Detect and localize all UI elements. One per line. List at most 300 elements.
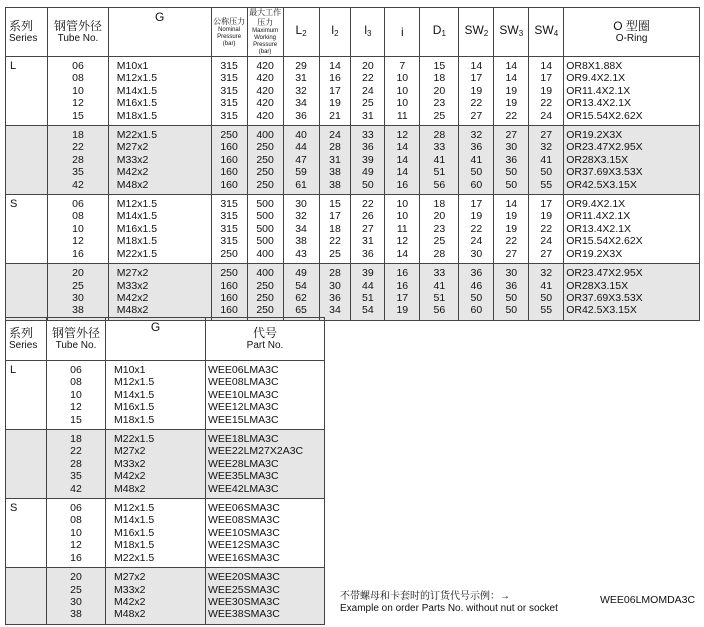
SW4-value: 55 — [540, 178, 553, 191]
tube-value: 06 — [72, 198, 84, 211]
SW4-value: 22 — [540, 222, 553, 235]
i-value: 11 — [396, 109, 408, 122]
header-oring: O 型圈 O-Ring — [564, 8, 700, 57]
D1-value: 20 — [433, 210, 446, 223]
header-l3: $l_3$ — [351, 8, 385, 57]
oring-cell — [564, 195, 700, 264]
tube-value: 20 — [72, 267, 84, 280]
l3-cell — [351, 195, 385, 264]
SW4-value: 32 — [540, 267, 553, 280]
tube-value: 08 — [72, 72, 84, 85]
part-no-value: WEE20SMA3C — [208, 571, 280, 584]
max-pressure-value: 250 — [256, 291, 274, 304]
SW4-value: 17 — [540, 72, 553, 85]
SW3-cell — [494, 57, 529, 126]
l2-value: 19 — [329, 97, 341, 110]
D1-value: 56 — [433, 178, 446, 191]
tube-cell — [47, 499, 106, 568]
SW2-value: 50 — [470, 291, 483, 304]
i-value: 16 — [396, 279, 409, 292]
series-cell — [6, 430, 47, 499]
D1-cell — [420, 126, 459, 195]
SW2-value: 41 — [470, 153, 483, 166]
SW3-value: 27 — [505, 247, 518, 260]
tube-value: 30 — [70, 595, 82, 608]
part-no-value: WEE25SMA3C — [208, 583, 280, 596]
l3-value: 49 — [362, 166, 374, 179]
SW2-value: 60 — [470, 304, 483, 317]
l2-value: 16 — [329, 72, 341, 85]
l3-value: 36 — [362, 247, 374, 260]
SW2-value: 46 — [470, 279, 483, 292]
max-pressure-value: 400 — [256, 247, 274, 260]
i-value: 10 — [396, 84, 409, 97]
thread-value: M14x1.5 — [114, 514, 155, 527]
max-pressure-cell — [247, 264, 283, 321]
oring-value: OR37.69X3.53X — [566, 291, 643, 304]
thread-value: M42x2 — [114, 470, 146, 483]
L2-value: 36 — [295, 109, 307, 122]
thread-cell — [108, 264, 211, 321]
l3-value: 31 — [362, 109, 374, 122]
L2-value: 61 — [295, 178, 307, 191]
oring-value: OR42.5X3.15X — [566, 304, 637, 317]
max-pressure-value: 250 — [256, 304, 274, 317]
l3-value: 22 — [362, 72, 374, 85]
SW2-value: 36 — [470, 267, 483, 280]
l2-value: 34 — [329, 304, 341, 317]
SW4-value: 32 — [540, 141, 553, 154]
l3-cell — [351, 57, 385, 126]
l2-value: 21 — [329, 109, 341, 122]
SW2-value: 19 — [470, 210, 483, 223]
i-cell — [385, 57, 420, 126]
SW2-value: 24 — [470, 235, 483, 248]
header-series: 系列 Series — [6, 318, 47, 361]
part-no-cell — [206, 568, 325, 625]
part-no-value: WEE16SMA3C — [208, 551, 280, 564]
l2-value: 30 — [329, 279, 341, 292]
L2-value: 31 — [295, 72, 307, 85]
tube-value: 42 — [70, 482, 82, 495]
series-cell — [6, 126, 48, 195]
oring-cell — [564, 264, 700, 321]
SW4-value: 41 — [540, 279, 553, 292]
D1-value: 15 — [433, 60, 446, 72]
SW3-value: 19 — [505, 222, 518, 235]
oring-value: OR37.69X3.53X — [566, 166, 643, 179]
i-value: 11 — [396, 222, 408, 235]
tube-cell — [48, 57, 109, 126]
part-no-value: WEE08LMA3C — [208, 376, 279, 389]
thread-value: M22x1.5 — [114, 433, 155, 446]
l3-value: 39 — [362, 267, 374, 280]
SW3-value: 22 — [505, 109, 518, 122]
thread-cell — [108, 57, 211, 126]
thread-cell — [106, 361, 206, 430]
nominal-pressure-value: 315 — [220, 210, 238, 223]
oring-value: OR11.4X2.1X — [566, 210, 631, 223]
thread-cell — [108, 195, 211, 264]
SW3-value: 50 — [505, 291, 518, 304]
SW4-value: 50 — [540, 166, 553, 179]
thread-value: M18x1.5 — [114, 413, 155, 426]
SW3-value: 50 — [505, 166, 518, 179]
SW3-value: 19 — [505, 97, 518, 110]
L2-value: 49 — [295, 267, 307, 280]
thread-value: M33x2 — [116, 279, 149, 292]
SW4-value: 17 — [540, 198, 553, 211]
max-pressure-value: 420 — [256, 72, 274, 85]
SW3-value: 36 — [505, 153, 518, 166]
part-no-value: WEE15LMA3C — [208, 413, 279, 426]
l3-value: 54 — [362, 304, 374, 317]
series-cell: S — [6, 195, 48, 264]
l3-value: 39 — [362, 153, 374, 166]
i-value: 14 — [396, 166, 409, 179]
header-series: 系列 Series — [6, 8, 48, 57]
D1-value: 28 — [433, 129, 446, 142]
row-group — [6, 126, 700, 195]
L2-value: 44 — [295, 141, 307, 154]
SW4-value: 19 — [540, 84, 553, 97]
L2-value: 34 — [295, 97, 307, 110]
tube-value: 18 — [70, 433, 82, 446]
l2-value: 31 — [329, 153, 341, 166]
L2-cell — [283, 126, 319, 195]
part-no-cell — [206, 430, 325, 499]
D1-value: 25 — [433, 235, 446, 248]
L2-cell — [283, 195, 319, 264]
SW3-value: 22 — [505, 235, 518, 248]
row-group — [6, 499, 325, 568]
i-cell — [385, 195, 420, 264]
i-value: 14 — [396, 153, 409, 166]
nominal-pressure-cell — [211, 57, 247, 126]
l3-value: 44 — [362, 279, 374, 292]
thread-value: M48x2 — [114, 482, 146, 495]
tube-value: 22 — [72, 141, 84, 154]
L2-value: 54 — [295, 279, 307, 292]
header-SW4: $SW_4$ — [529, 8, 564, 57]
tube-value: 30 — [72, 291, 84, 304]
tube-value: 06 — [70, 364, 82, 376]
l3-value: 51 — [362, 291, 374, 304]
L2-value: 59 — [295, 166, 307, 179]
thread-value: M27x2 — [114, 571, 146, 584]
SW2-value: 36 — [470, 141, 483, 154]
SW3-value: 30 — [505, 141, 518, 154]
thread-value: M14x1.5 — [116, 210, 158, 223]
thread-value: M16x1.5 — [116, 97, 158, 110]
D1-value: 41 — [433, 153, 446, 166]
nominal-pressure-value: 315 — [220, 235, 238, 248]
header-D1: $D_1$ — [420, 8, 459, 57]
max-pressure-cell — [247, 126, 283, 195]
SW2-value: 32 — [470, 129, 483, 142]
L2-value: 32 — [295, 210, 307, 223]
oring-value: OR13.4X2.1X — [566, 97, 632, 110]
header-part-no: 代号 Part No. — [206, 318, 325, 361]
thread-value: M27x2 — [116, 141, 149, 154]
nominal-pressure-value: 250 — [220, 267, 238, 280]
thread-value: M18x1.5 — [116, 235, 158, 248]
thread-value: M18x1.5 — [116, 109, 158, 122]
D1-value: 20 — [433, 84, 446, 97]
SW4-value: 22 — [540, 97, 553, 110]
D1-value: 51 — [433, 166, 446, 179]
l2-cell — [319, 57, 351, 126]
tube-value: 10 — [72, 222, 84, 235]
thread-cell — [108, 126, 211, 195]
max-pressure-value: 420 — [256, 84, 274, 97]
tube-value: 18 — [72, 129, 84, 142]
thread-value: M22x1.5 — [114, 551, 155, 564]
SW2-value: 22 — [470, 97, 483, 110]
l2-cell — [319, 195, 351, 264]
tube-value: 06 — [72, 60, 84, 72]
tube-cell — [47, 430, 106, 499]
tube-value: 42 — [72, 178, 84, 191]
l2-value: 18 — [329, 222, 341, 235]
nominal-pressure-value: 250 — [220, 247, 238, 260]
part-no-value: WEE30SMA3C — [208, 595, 280, 608]
SW3-value: 14 — [505, 72, 518, 85]
tube-value: 38 — [70, 608, 82, 621]
tube-value: 10 — [72, 84, 84, 97]
part-no-value: WEE10LMA3C — [208, 388, 279, 401]
l2-value: 25 — [329, 247, 341, 260]
L2-value: 32 — [295, 84, 307, 97]
l2-value: 38 — [329, 178, 341, 191]
L2-value: 40 — [295, 129, 307, 142]
max-pressure-value: 420 — [256, 109, 274, 122]
max-pressure-value: 400 — [256, 267, 274, 280]
nominal-pressure-value: 315 — [220, 60, 238, 72]
tube-cell — [48, 195, 109, 264]
tube-cell — [47, 361, 106, 430]
thread-cell — [106, 568, 206, 625]
oring-value: OR28X3.15X — [566, 153, 629, 166]
SW2-cell — [459, 264, 494, 321]
max-pressure-value: 250 — [256, 166, 274, 179]
max-pressure-value: 420 — [256, 97, 274, 110]
thread-value: M42x2 — [114, 595, 146, 608]
thread-value: M10x1 — [114, 364, 146, 376]
series-cell: L — [6, 361, 47, 430]
SW3-value: 50 — [505, 304, 518, 317]
SW3-value: 19 — [505, 210, 518, 223]
SW4-value: 27 — [540, 129, 553, 142]
i-value: 16 — [396, 178, 409, 191]
D1-cell — [420, 57, 459, 126]
thread-value: M27x2 — [116, 267, 149, 280]
nominal-pressure-value: 315 — [220, 97, 238, 110]
part-no-value: WEE06LMA3C — [208, 364, 279, 376]
oring-value: OR9.4X2.1X — [566, 198, 626, 211]
series-cell — [6, 264, 48, 321]
SW3-value: 14 — [505, 60, 518, 72]
note-zh: 不带螺母和卡套时的订货代号示例：→ — [340, 591, 510, 602]
i-value: 17 — [396, 291, 409, 304]
tube-cell — [47, 568, 106, 625]
nominal-pressure-value: 160 — [220, 291, 238, 304]
thread-value: M33x2 — [114, 457, 146, 470]
header-g: G — [108, 8, 211, 57]
i-value: 10 — [396, 97, 409, 110]
nominal-pressure-value: 160 — [220, 304, 238, 317]
SW3-cell — [494, 264, 529, 321]
order-example-part-no: WEE06LMOMDA3C — [600, 594, 696, 606]
thread-value: M14x1.5 — [116, 84, 158, 97]
tube-value: 08 — [70, 376, 82, 389]
max-pressure-value: 420 — [256, 60, 274, 72]
tube-cell — [48, 126, 109, 195]
i-cell — [385, 126, 420, 195]
i-value: 16 — [396, 267, 409, 280]
SW2-value: 50 — [470, 166, 483, 179]
thread-value: M48x2 — [114, 608, 146, 621]
SW4-cell — [529, 126, 564, 195]
thread-value: M27x2 — [114, 445, 146, 458]
row-group — [6, 264, 700, 321]
tube-value: 08 — [72, 210, 84, 223]
l3-cell — [351, 264, 385, 321]
part-no-value: WEE06SMA3C — [208, 502, 280, 515]
l2-cell — [319, 126, 351, 195]
tube-value: 06 — [70, 502, 82, 515]
i-value: 10 — [396, 198, 409, 211]
SW2-cell — [459, 126, 494, 195]
part-no-value: WEE28LMA3C — [208, 457, 279, 470]
part-no-value: WEE10SMA3C — [208, 526, 280, 539]
thread-value: M12x1.5 — [114, 376, 155, 389]
l2-value: 28 — [329, 141, 341, 154]
i-value: 7 — [399, 60, 406, 72]
tube-value: 25 — [70, 583, 82, 596]
tube-value: 12 — [72, 97, 84, 110]
header-l2: $l_2$ — [319, 8, 351, 57]
tube-cell — [48, 264, 109, 321]
part-no-value: WEE22LM27X2A3C — [208, 445, 304, 458]
tube-value: 08 — [70, 514, 82, 527]
SW4-value: 14 — [540, 60, 553, 72]
tube-value: 22 — [70, 445, 82, 458]
nominal-pressure-value: 160 — [220, 153, 238, 166]
L2-cell — [283, 264, 319, 321]
L2-cell — [283, 57, 319, 126]
header-SW3: $SW_3$ — [494, 8, 529, 57]
thread-value: M12x1.5 — [116, 198, 158, 211]
max-pressure-cell — [247, 195, 283, 264]
thread-value: M33x2 — [114, 583, 146, 596]
l2-value: 22 — [329, 235, 341, 248]
SW2-value: 17 — [470, 198, 483, 211]
SW2-cell — [459, 57, 494, 126]
l3-value: 22 — [362, 198, 374, 211]
l2-value: 38 — [329, 166, 341, 179]
thread-value: M12x1.5 — [114, 502, 155, 515]
thread-value: M16x1.5 — [114, 526, 155, 539]
tube-value: 16 — [70, 551, 82, 564]
series-cell: S — [6, 499, 47, 568]
l2-value: 24 — [329, 129, 341, 142]
tube-value: 28 — [72, 153, 84, 166]
SW2-cell — [459, 195, 494, 264]
max-pressure-value: 250 — [256, 153, 274, 166]
thread-value: M48x2 — [116, 304, 149, 317]
oring-value: OR15.54X2.62X — [566, 235, 643, 248]
nominal-pressure-value: 315 — [220, 198, 238, 211]
D1-value: 33 — [433, 141, 446, 154]
SW4-cell — [529, 195, 564, 264]
oring-value: OR8X1.88X — [566, 60, 623, 72]
i-value: 19 — [396, 304, 409, 317]
l2-value: 17 — [329, 210, 341, 223]
oring-value: OR42.5X3.15X — [566, 178, 637, 191]
D1-value: 41 — [433, 279, 446, 292]
tube-value: 12 — [72, 235, 84, 248]
SW3-cell — [494, 195, 529, 264]
SW3-value: 30 — [505, 267, 518, 280]
tube-value: 12 — [70, 539, 82, 552]
SW4-value: 24 — [540, 235, 553, 248]
SW4-value: 55 — [540, 304, 553, 317]
L2-value: 38 — [295, 235, 307, 248]
oring-value: OR23.47X2.95X — [566, 141, 643, 154]
part-no-value: WEE08SMA3C — [208, 514, 280, 527]
l2-value: 15 — [329, 198, 341, 211]
thread-value: M16x1.5 — [116, 222, 158, 235]
D1-value: 51 — [433, 291, 446, 304]
nominal-pressure-cell — [211, 126, 247, 195]
l3-value: 20 — [362, 60, 374, 72]
tube-value: 15 — [70, 413, 82, 426]
part-no-value: WEE12SMA3C — [208, 539, 280, 552]
tube-value: 20 — [70, 571, 82, 584]
header-max-pressure: 最大工作压力 Maximum Working Pressure (bar) — [249, 8, 282, 55]
SW2-value: 60 — [470, 178, 483, 191]
oring-value: OR23.47X2.95X — [566, 267, 643, 280]
nominal-pressure-value: 315 — [220, 72, 238, 85]
L2-value: 62 — [295, 291, 307, 304]
thread-cell — [106, 499, 206, 568]
l3-value: 26 — [362, 210, 374, 223]
oring-cell — [564, 57, 700, 126]
D1-value: 18 — [433, 72, 446, 85]
spec-table — [5, 7, 700, 321]
SW3-value: 50 — [505, 178, 518, 191]
oring-value: OR15.54X2.62X — [566, 109, 643, 122]
header-SW2: $SW_2$ — [459, 8, 494, 57]
l2-value: 28 — [329, 267, 341, 280]
row-group — [6, 430, 325, 499]
i-value: 12 — [396, 129, 409, 142]
SW2-value: 14 — [470, 60, 483, 72]
l3-value: 50 — [362, 178, 374, 191]
oring-value: OR11.4X2.1X — [566, 84, 631, 97]
part-no-value: WEE18LMA3C — [208, 433, 279, 446]
nominal-pressure-value: 250 — [220, 129, 238, 142]
nominal-pressure-cell — [211, 264, 247, 321]
header-tube: 钢管外径 Tube No. — [48, 8, 109, 57]
SW4-value: 41 — [540, 153, 553, 166]
thread-value: M18x1.5 — [114, 539, 155, 552]
oring-cell — [564, 126, 700, 195]
tube-value: 15 — [72, 109, 84, 122]
max-pressure-cell — [247, 57, 283, 126]
row-group — [6, 568, 325, 625]
